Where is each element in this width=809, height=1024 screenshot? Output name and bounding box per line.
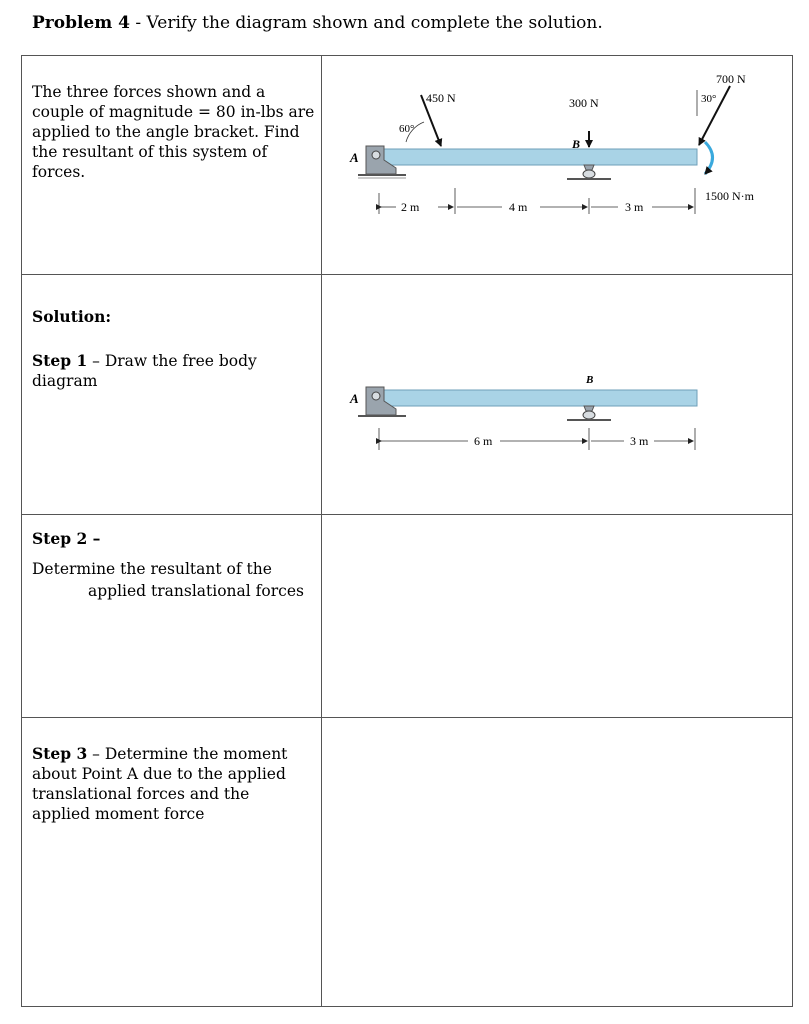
angle-60-label: 60° [399, 123, 415, 135]
problem-statement: The three forces shown and a couple of magnitude = 80 in-lbs are applied to the angle bracket. Find the resultant of this system of forces. [32, 83, 315, 181]
step3-label: Step 3 [32, 744, 88, 763]
dim-3m: 3 m [630, 434, 649, 448]
dim-2m: 2 m [401, 200, 420, 214]
free-body-diagram [322, 275, 794, 515]
step2-answer-cell[interactable] [322, 515, 793, 718]
label-b: B [586, 374, 594, 386]
dim-4m: 4 m [509, 200, 528, 214]
dim-6m: 6 m [474, 434, 493, 448]
step1-description: – Draw the free body diagram [32, 352, 257, 390]
fbd-cell [322, 275, 793, 515]
force-300-label: 300 N [569, 96, 599, 110]
step3-text [32, 744, 312, 824]
moment-arc [705, 142, 713, 174]
moment-label: 1500 N·m [705, 189, 754, 203]
diagram-cell [322, 56, 793, 275]
solution-heading: Solution: [32, 307, 112, 326]
beam [369, 149, 697, 165]
step3-description: – Determine the moment about Point A due to the applied translational forces and the applied moment force [32, 745, 288, 823]
problem-title [32, 13, 603, 33]
roller-support-b [567, 406, 611, 420]
step3-answer-cell[interactable] [322, 718, 793, 1007]
dimension-line [379, 188, 695, 214]
beam [369, 390, 697, 406]
step1-label: Step 1 [32, 351, 88, 370]
step2-line2: applied translational forces [88, 582, 304, 600]
force-450-label: 450 N [426, 91, 456, 105]
problem-label: Problem 4 [32, 13, 130, 33]
dim-3m: 3 m [625, 200, 644, 214]
force-700-label: 700 N [716, 72, 746, 86]
angle-30-label: 30° [701, 93, 717, 105]
label-b: B [572, 137, 581, 151]
roller-support-b [567, 165, 611, 179]
label-a: A [350, 391, 359, 406]
solution-table [21, 55, 793, 1007]
step2-label: Step 2 – [32, 529, 101, 548]
solution-step1-cell [22, 275, 322, 515]
problem-instruction: - Verify the diagram shown and complete the solution. [129, 13, 603, 33]
step2-line1: Determine the resultant of the [32, 560, 272, 578]
step2-cell [22, 515, 322, 718]
problem-diagram [322, 56, 794, 275]
step1-text [32, 351, 302, 391]
label-a: A [350, 150, 359, 165]
step3-cell [22, 718, 322, 1007]
problem-cell [22, 56, 322, 275]
